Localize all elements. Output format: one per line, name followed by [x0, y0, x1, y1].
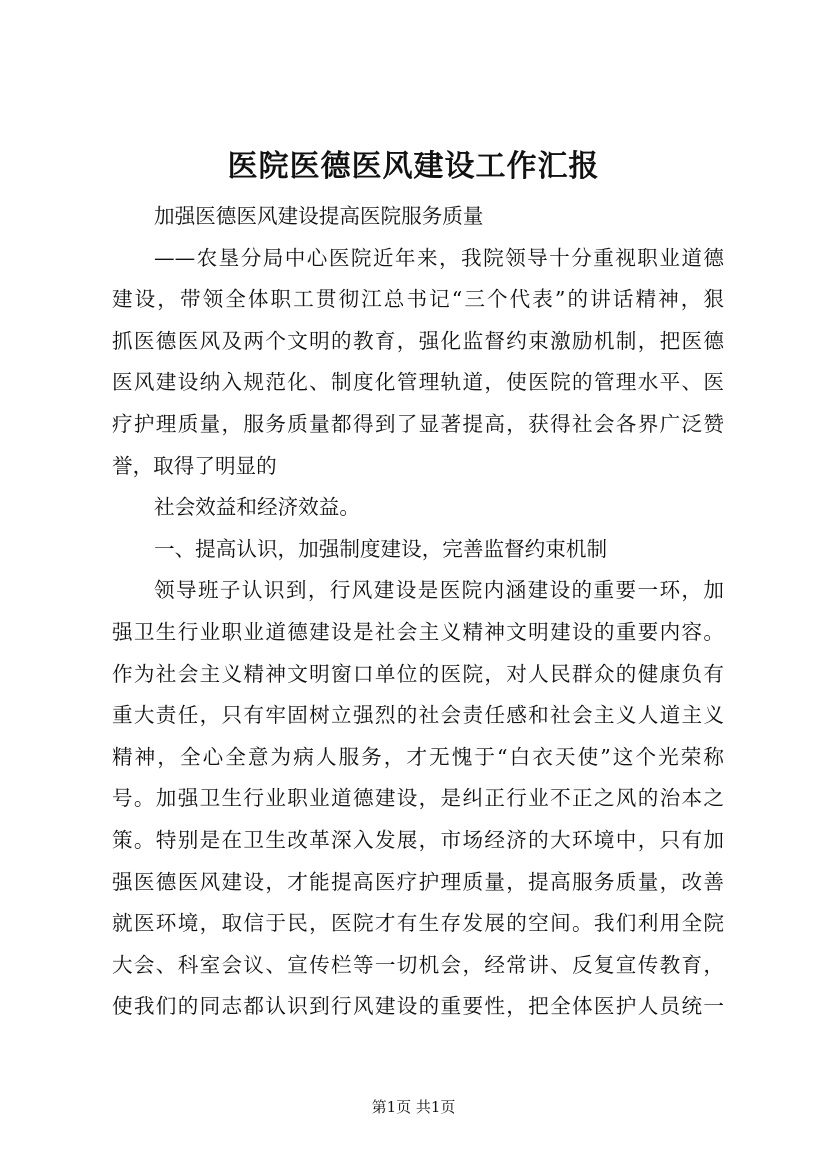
text-line: 领导班子认识到，行风建设是医院内涵建设的重要一环，加 [154, 578, 724, 603]
text-line: 建设，带领全体职工贯彻江总书记“三个代表”的讲话精神，狠 [112, 287, 724, 312]
page-footer: 第1页 共1页 [371, 1098, 456, 1116]
section-heading: 一、提高认识，加强制度建设，完善监督约束机制 [154, 536, 608, 561]
text-line: 誉，取得了明显的 [112, 453, 277, 478]
text-line: 医风建设纳入规范化、制度化管理轨道，使医院的管理水平、医 [112, 370, 724, 395]
document-body [112, 196, 724, 1028]
text-line: 社会效益和经济效益。 [154, 495, 360, 520]
text-line: 精神，全心全意为病人服务，才无愧于“白衣天使”这个光荣称 [112, 744, 724, 769]
text-line: 强医德医风建设，才能提高医疗护理质量，提高服务质量，改善 [112, 869, 724, 894]
text-line: 策。特别是在卫生改革深入发展，市场经济的大环境中，只有加 [112, 827, 724, 852]
text-line: 加强医德医风建设提高医院服务质量 [154, 204, 484, 228]
document-title: 医院医德医风建设工作汇报 [227, 149, 600, 184]
text-line: 就医环境，取信于民，医院才有生存发展的空间。我们利用全院 [112, 911, 724, 936]
text-line: 作为社会主义精神文明窗口单位的医院，对人民群众的健康负有 [112, 661, 724, 686]
text-line: 疗护理质量，服务质量都得到了显著提高，获得社会各界广泛赞 [112, 411, 724, 436]
text-line: 使我们的同志都认识到行风建设的重要性，把全体医护人员统一 [112, 994, 724, 1019]
text-line: 号。加强卫生行业职业道德建设，是纠正行业不正之风的治本之 [112, 786, 724, 811]
text-line: 强卫生行业职业道德建设是社会主义精神文明建设的重要内容。 [112, 619, 724, 644]
text-line: ——农垦分局中心医院近年来，我院领导十分重视职业道德 [154, 245, 724, 270]
text-line: 抓医德医风及两个文明的教育，强化监督约束激励机制，把医德 [112, 328, 724, 353]
text-line: 重大责任，只有牢固树立强烈的社会责任感和社会主义人道主义 [112, 703, 724, 728]
text-line: 大会、科室会议、宣传栏等一切机会，经常讲、反复宣传教育， [112, 952, 724, 977]
